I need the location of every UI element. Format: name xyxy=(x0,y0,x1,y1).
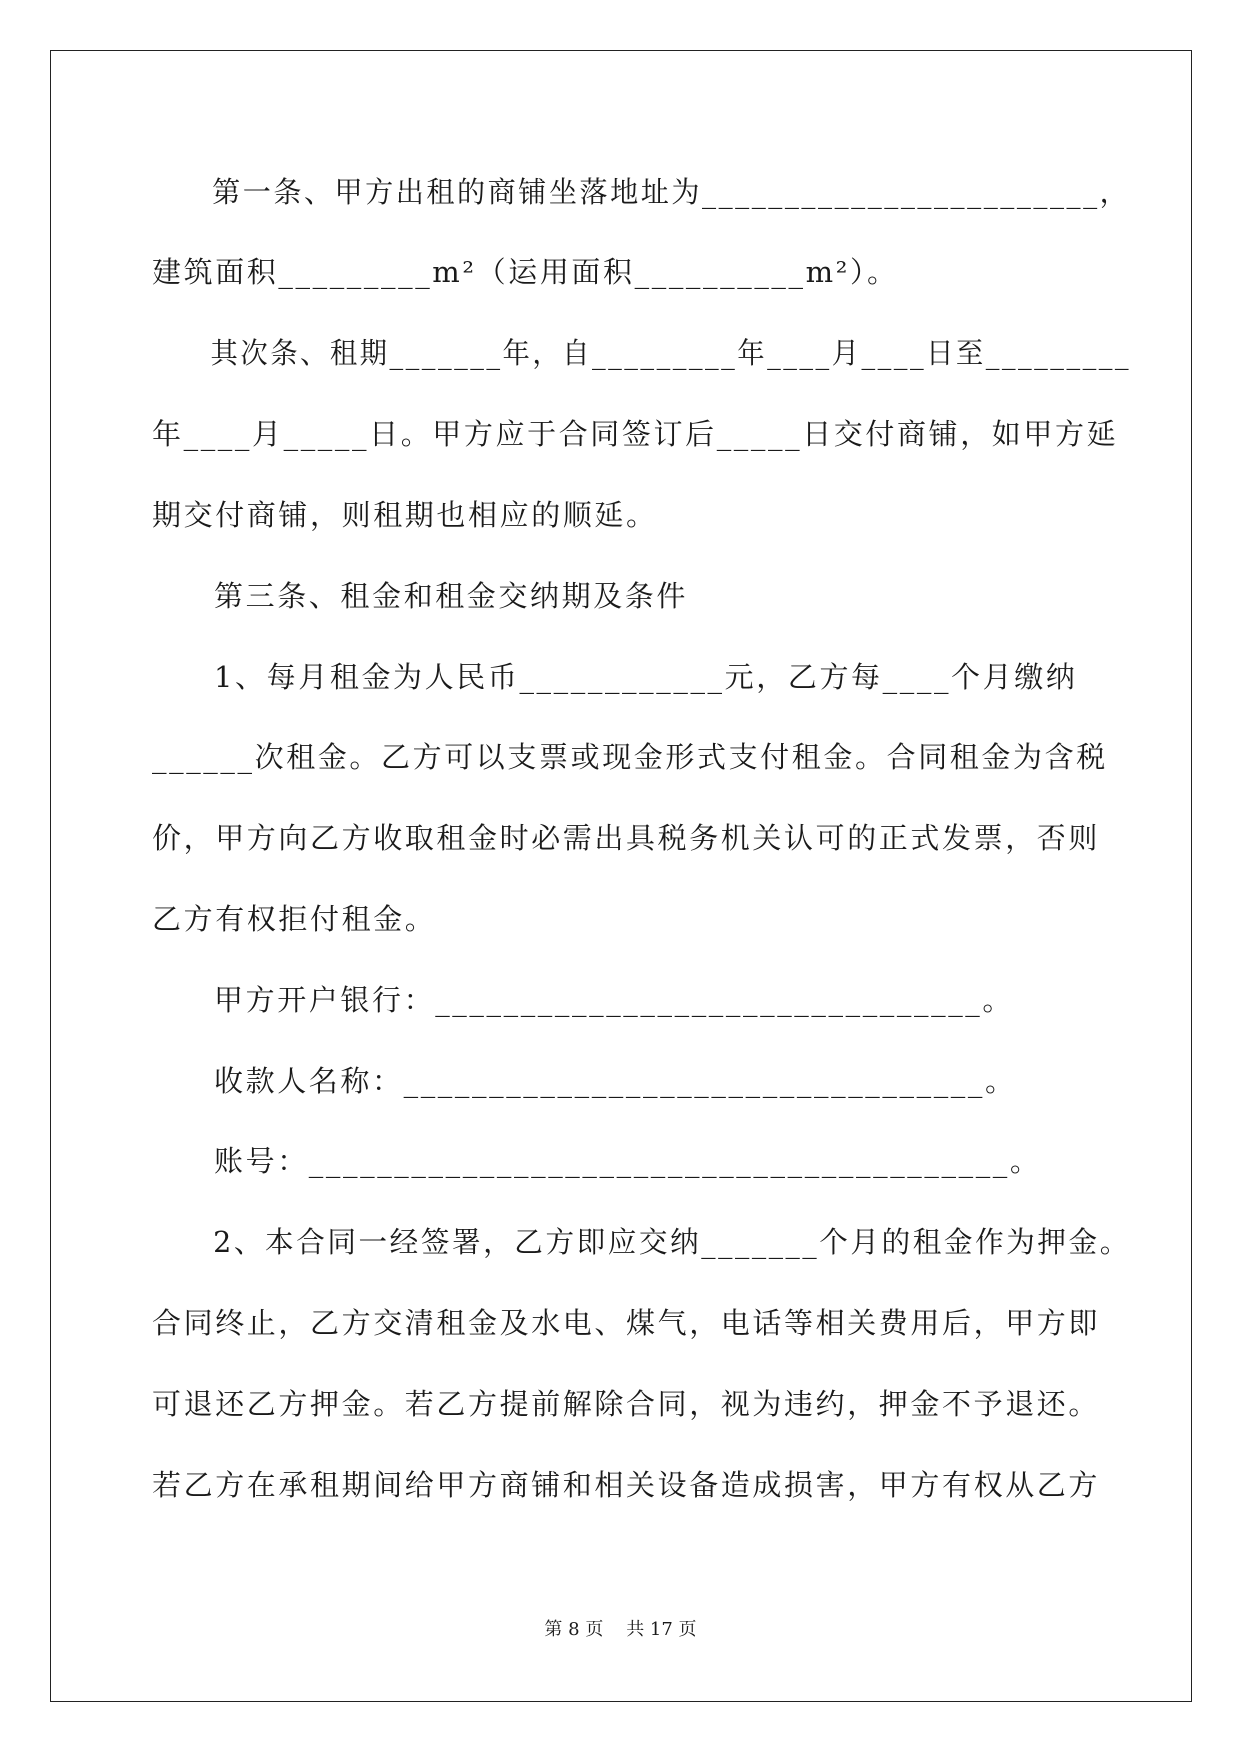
page-number: 第 8 页 共 17 页 xyxy=(544,1619,697,1640)
text-line: 2、本合同一经签署，乙方即应交纳_______个月的租金作为押金。 xyxy=(213,1225,1131,1259)
text-line: 其次条、租期_______年，自_________年____月____日至_________ xyxy=(210,336,1132,370)
text-line: 建筑面积_________m²（运用面积__________m²）。 xyxy=(152,255,899,289)
text-line: ______次租金。乙方可以支票或现金形式支付租金。合同租金为含税 xyxy=(152,740,1108,774)
text-line: 第三条、租金和租金交纳期及条件 xyxy=(214,579,689,613)
text-line: 1、每月租金为人民币____________元，乙方每____个月缴纳 xyxy=(214,660,1078,694)
page-border xyxy=(50,50,1192,1702)
text-line: 账号：_________________________________________。 xyxy=(214,1144,1042,1178)
text-line: 可退还乙方押金。若乙方提前解除合同，视为违约，押金不予退还。 xyxy=(152,1387,1101,1421)
text-line: 第一条、甲方出租的商铺坐落地址为________________________， xyxy=(212,175,1131,209)
text-line: 若乙方在承租期间给甲方商铺和相关设备造成损害，甲方有权从乙方 xyxy=(152,1468,1101,1502)
text-line: 期交付商铺，则租期也相应的顺延。 xyxy=(152,498,658,532)
text-line: 乙方有权拒付租金。 xyxy=(152,902,437,936)
text-line: 甲方开户银行：________________________________。 xyxy=(214,983,1014,1017)
text-line: 合同终止，乙方交清租金及水电、煤气，电话等相关费用后，甲方即 xyxy=(152,1306,1101,1340)
text-line: 年____月_____日。甲方应于合同签订后_____日交付商铺，如甲方延 xyxy=(152,417,1119,451)
text-line: 收款人名称：__________________________________。 xyxy=(214,1064,1017,1098)
text-line: 价，甲方向乙方收取租金时必需出具税务机关认可的正式发票，否则 xyxy=(152,821,1101,855)
